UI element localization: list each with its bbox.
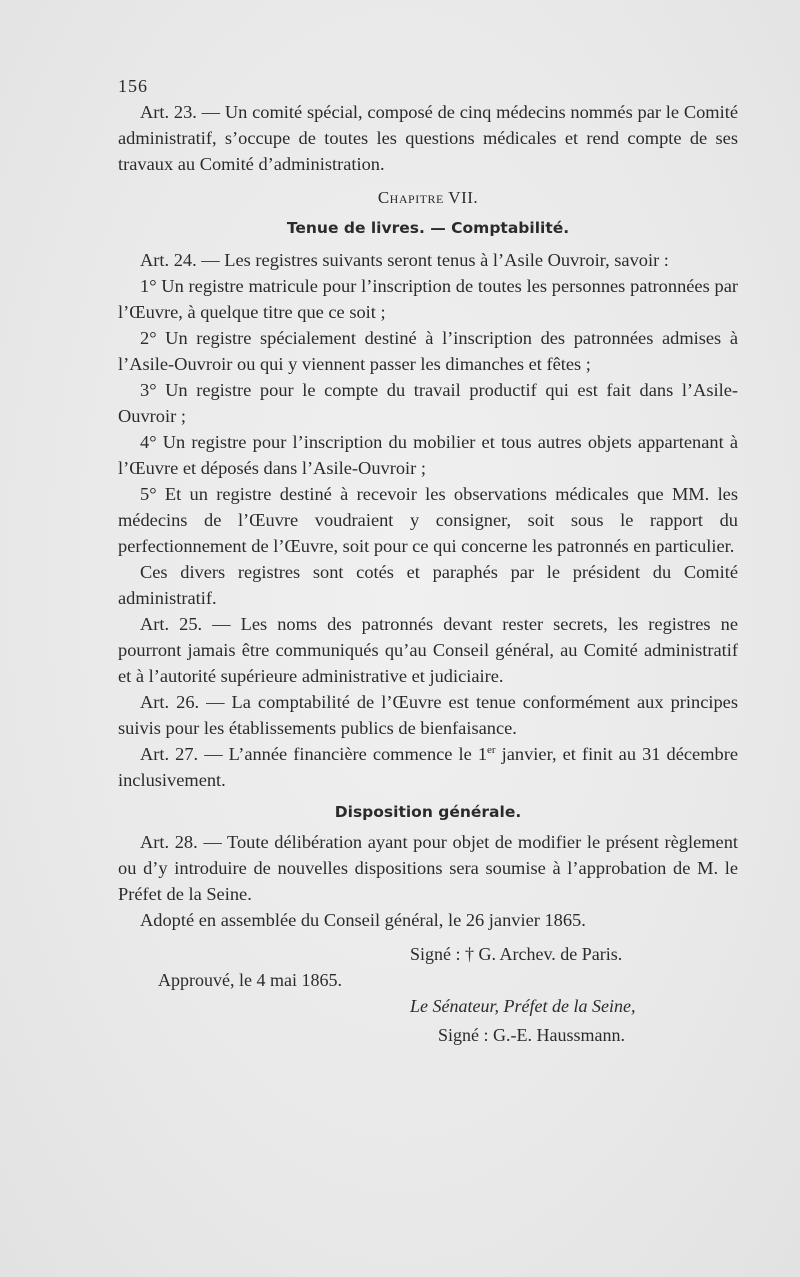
article-23: Art. 23. — Un comité spécial, composé de cinq médecins nommés par le Comité administratif, s’occupe de toutes les questions médicales et rend compte de ses travaux au Comité d’administration. <box>118 102 738 174</box>
list-item-3: 3° Un registre pour le compte du travail productif qui est fait dans l’Asile-Ouvroir ; <box>118 380 738 426</box>
article-25: Art. 25. — Les noms des patronnés devant rester secrets, les registres ne pourront jamais être communiqués qu’au Conseil général, au Comité administratif et à l’autorité supérieure administrative et judiciaire. <box>118 614 738 686</box>
list-item-5: 5° Et un registre destiné à recevoir les observations médicales que MM. les médecins de l’Œuvre voudraient y consigner, soit sous le rapport du perfectionnement de l’Œuvre, soit pour ce qui concerne les patronnés en particulier. <box>118 484 738 556</box>
approval-date: Approuvé, le 4 mai 1865. <box>158 970 342 990</box>
chapter-title: Chapitre VII. <box>377 188 479 207</box>
signature-block <box>118 941 738 1051</box>
article-27-superscript: er <box>487 743 496 756</box>
section-heading-disposition: Disposition générale. <box>334 803 522 821</box>
list-item-4: 4° Un registre pour l’inscription du mobilier et tous autres objets appartenant à l’Œuvre et déposés dans l’Asile-Ouvroir ; <box>118 432 738 478</box>
page-body <box>118 99 738 1051</box>
senateur-title: Le Sénateur, Préfet de la Seine, <box>410 996 636 1016</box>
article-27 <box>118 741 738 793</box>
page-number: 156 <box>118 76 148 96</box>
signature-archeveque: Signé : † G. Archev. de Paris. <box>410 944 623 964</box>
adoption-line: Adopté en assemblée du Conseil général, le 26 janvier 1865. <box>140 910 586 930</box>
list-item-2: 2° Un registre spécialement destiné à l’inscription des patronnées admises à l’Asile-Ouvroir ou qui y viennent passer les dimanches et fêtes ; <box>118 328 738 374</box>
article-28: Art. 28. — Toute délibération ayant pour objet de modifier le présent règlement ou d’y introduire de nouvelles dispositions sera soumise à l’approbation de M. le Préfet de la Seine. <box>118 832 738 904</box>
article-24: Art. 24. — Les registres suivants seront tenus à l’Asile Ouvroir, savoir : <box>140 250 669 270</box>
section-heading-tenue: Tenue de livres. — Comptabilité. <box>286 219 570 237</box>
signature-haussmann: Signé : G.-E. Haussmann. <box>438 1025 625 1045</box>
article-27-start: Art. 27. — L’année financière commence le 1 <box>140 744 488 764</box>
list-item-1: 1° Un registre matricule pour l’inscription de toutes les personnes patronnées par l’Œuvre, à quelque titre que ce soit ; <box>118 276 738 322</box>
article-26: Art. 26. — La comptabilité de l’Œuvre est tenue conformément aux principes suivis pour les établissements publics de bienfaisance. <box>118 692 738 738</box>
registres-paragraph: Ces divers registres sont cotés et paraphés par le président du Comité administratif. <box>118 562 738 608</box>
article-27-end: janvier, et finit au 31 décembre inclusivement. <box>118 744 738 790</box>
